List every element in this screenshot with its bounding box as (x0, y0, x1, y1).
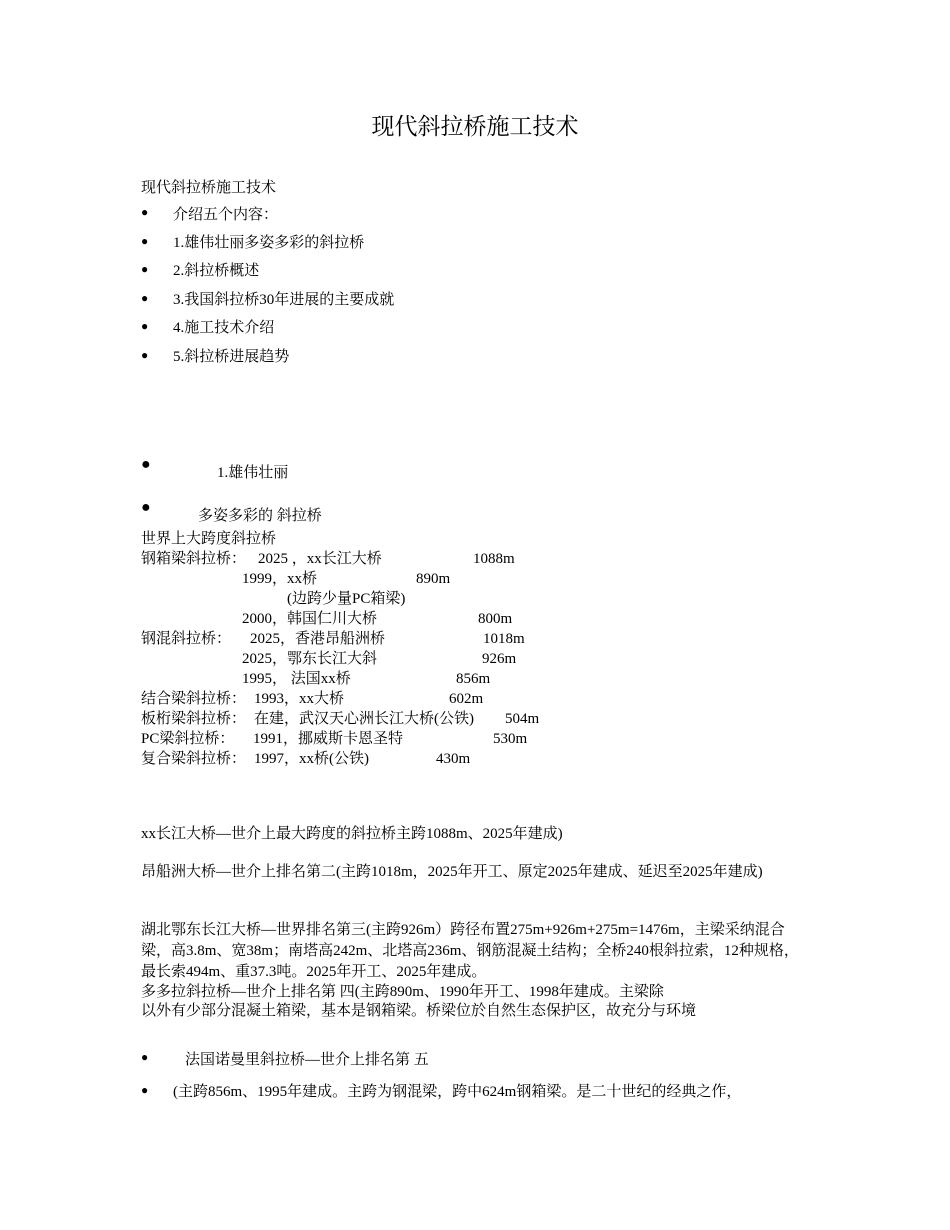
span-length: 890m (416, 571, 451, 587)
bullet-icon: ● (141, 348, 149, 362)
list-item: 法国诺曼里斜拉桥—世介上排名第 五 (185, 1052, 429, 1068)
bullet-icon: ● (141, 1083, 149, 1097)
span-entry: 1995， 法国xx桥 (242, 671, 351, 687)
span-entry: 1997，xx桥(公铁) (254, 751, 369, 767)
list-item: 2.斜拉桥概述 (173, 263, 260, 279)
bullet-icon: ● (141, 234, 149, 248)
list-item: 3.我国斜拉桥30年进展的主要成就 (173, 292, 395, 308)
span-label: 复合梁斜拉桥： (141, 751, 247, 767)
span-length: 926m (482, 651, 517, 667)
span-entry: 2025 ，xx长江大桥 (258, 551, 382, 567)
document-title: 现代斜拉桥施工技术 (371, 114, 579, 139)
paragraph: xx长江大桥—世介上最大跨度的斜拉桥主跨1088m、2025年建成) (141, 826, 563, 842)
span-entry: 1999，xx桥 (242, 571, 318, 587)
bullet-icon: ● (141, 499, 151, 516)
bullet-icon: ● (141, 205, 149, 219)
span-entry: 2025，鄂东长江大斜 (242, 651, 378, 667)
span-label: 钢箱梁斜拉桥： (141, 551, 247, 567)
span-label: 结合梁斜拉桥： (141, 691, 247, 707)
span-entry: 1993，xx大桥 (254, 691, 345, 707)
spans-heading: 世界上大跨度斜拉桥 (141, 531, 277, 547)
paragraph: 昂船洲大桥—世介上排名第二(主跨1018m，2025年开工、原定2025年建成、延迟至2025年建成) (141, 864, 763, 880)
span-note: (边跨少量PC箱梁) (287, 591, 406, 607)
list-item: 1.雄伟壮丽多姿多彩的斜拉桥 (173, 235, 365, 251)
span-length: 602m (449, 691, 484, 707)
span-length: 1018m (483, 631, 525, 647)
span-length: 530m (493, 731, 528, 747)
bullet-icon: ● (141, 319, 149, 333)
span-label: 钢混斜拉桥： (141, 631, 232, 647)
span-length: 504m (505, 711, 540, 727)
bullet-icon: ● (141, 291, 149, 305)
span-entry: 1991，挪威斯卡恩圣特 (253, 731, 404, 747)
bullet-icon: ● (141, 1050, 149, 1064)
span-length: 856m (456, 671, 491, 687)
span-length: 430m (436, 751, 471, 767)
span-label: PC梁斜拉桥： (141, 731, 235, 747)
list-item: 介绍五个内容： (173, 207, 279, 223)
span-entry: 2025，香港昂船洲桥 (250, 631, 386, 647)
bullet-icon: ● (141, 456, 151, 473)
paragraph-line: 以外有少部分混凝土箱梁，基本是钢箱梁。桥梁位於自然生态保护区，故充分与环境 (141, 1003, 697, 1019)
section-bullet-text: 1.雄伟壮丽 (217, 465, 289, 481)
span-length: 800m (478, 611, 513, 627)
list-item: 5.斜拉桥进展趋势 (173, 349, 290, 365)
paragraph-line: 多多拉斜拉桥—世介上排名第 四(主跨890m、1990年开工、1998年建成。主梁除 (141, 984, 664, 1000)
span-entry: 在建，武汉天心洲长江大桥(公铁) (254, 711, 474, 727)
intro-heading: 现代斜拉桥施工技术 (141, 180, 277, 196)
list-item: (主跨856m、1995年建成。主跨为钢混梁，跨中624m钢箱梁。是二十世纪的经典之作， (173, 1084, 742, 1100)
span-entry: 2000，韩国仁川大桥 (242, 611, 378, 627)
paragraph: 湖北鄂东长江大桥—世界排名第三(主跨926m）跨径布置275m+926m+275m=1476m，主梁采纳混合梁，高3.8m、宽38m；南塔高242m、北塔高236m、钢筋混凝土结构；全桥240根斜拉索，12种规格，最长索494m、重37.3吨。2025年开工、2025年建成。 (141, 922, 799, 980)
span-length: 1088m (473, 551, 515, 567)
span-label: 板桁梁斜拉桥： (141, 711, 247, 727)
bullet-icon: ● (141, 262, 149, 276)
list-item: 4.施工技术介绍 (173, 320, 275, 336)
section-bullet-text: 多姿多彩的 斜拉桥 (198, 508, 322, 524)
